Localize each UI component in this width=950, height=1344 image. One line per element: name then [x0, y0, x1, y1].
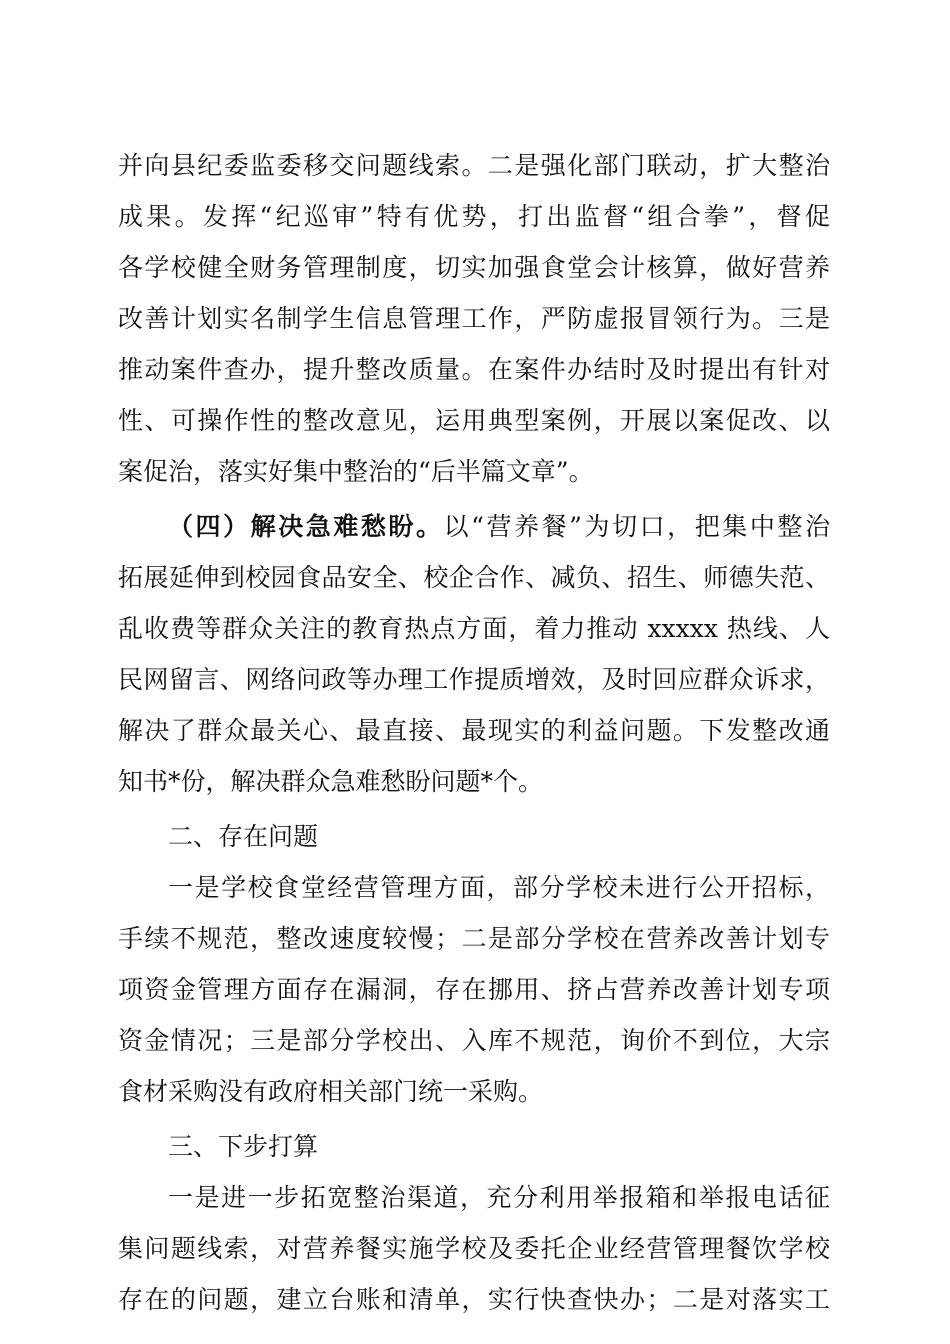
paragraph-four: [118, 501, 830, 807]
text-line: 民网留言、网络问政等办理工作提质增效，及时回应群众诉求，: [118, 665, 830, 694]
text-line: 成果。发挥“纪巡审”特有优势，打出监督“组合拳”，督促: [118, 202, 830, 231]
section-existing-problems: [118, 811, 830, 1117]
text-line: 一是学校食堂经营管理方面，部分学校未进行公开招标，: [168, 873, 830, 902]
text-line: 并向县纪委监委移交问题线索。二是强化部门联动，扩大整治: [118, 151, 830, 180]
text-line: 手续不规范，整改速度较慢；二是部分学校在营养改善计划专: [118, 924, 830, 953]
text-line: 项资金管理方面存在漏洞，存在挪用、挤占营养改善计划专项: [118, 975, 830, 1004]
text-line: 推动案件查办，提升整改质量。在案件办结时及时提出有针对: [118, 355, 830, 384]
text-line: 集问题线索，对营养餐实施学校及委托企业经营管理餐饮学校: [118, 1234, 830, 1263]
text-line: 案促治，落实好集中整治的“后半篇文章”。: [118, 457, 594, 486]
text-line: 解决了群众最关心、最直接、最现实的利益问题。下发整改通: [118, 716, 830, 745]
text-line: 乱收费等群众关注的教育热点方面，着力推动 xxxxx 热线、人: [118, 614, 830, 643]
text-line: 性、可操作性的整改意见，运用典型案例，开展以案促改、以: [118, 406, 830, 435]
text-line: 存在的问题，建立台账和清单，实行快查快办；二是对落实工: [118, 1285, 830, 1314]
section-next-steps: [118, 1121, 830, 1325]
text-line: 改善计划实名制学生信息管理工作，严防虚报冒领行为。三是: [118, 304, 830, 333]
text-span: 以“营养餐”为切口，把集中整治: [443, 512, 830, 541]
subsection-heading: （四）解决急难愁盼。: [168, 512, 444, 541]
text-line: 资金情况；三是部分学校出、入库不规范，询价不到位，大宗: [118, 1026, 830, 1055]
paragraph-continuation: [118, 140, 830, 497]
text-line: 一是进一步拓宽整治渠道，充分利用举报箱和举报电话征: [168, 1183, 830, 1212]
text-line: 知书*份，解决群众急难愁盼问题*个。: [118, 767, 544, 796]
section-heading: 二、存在问题: [168, 822, 319, 851]
section-heading: 三、下步打算: [168, 1132, 319, 1161]
text-line: 各学校健全财务管理制度，切实加强食堂会计核算，做好营养: [118, 253, 830, 282]
text-line: 拓展延伸到校园食品安全、校企合作、减负、招生、师德失范、: [118, 563, 830, 592]
text-line: 食材采购没有政府相关部门统一采购。: [118, 1077, 544, 1106]
text-line: [118, 501, 830, 552]
document-body: [118, 140, 830, 1325]
